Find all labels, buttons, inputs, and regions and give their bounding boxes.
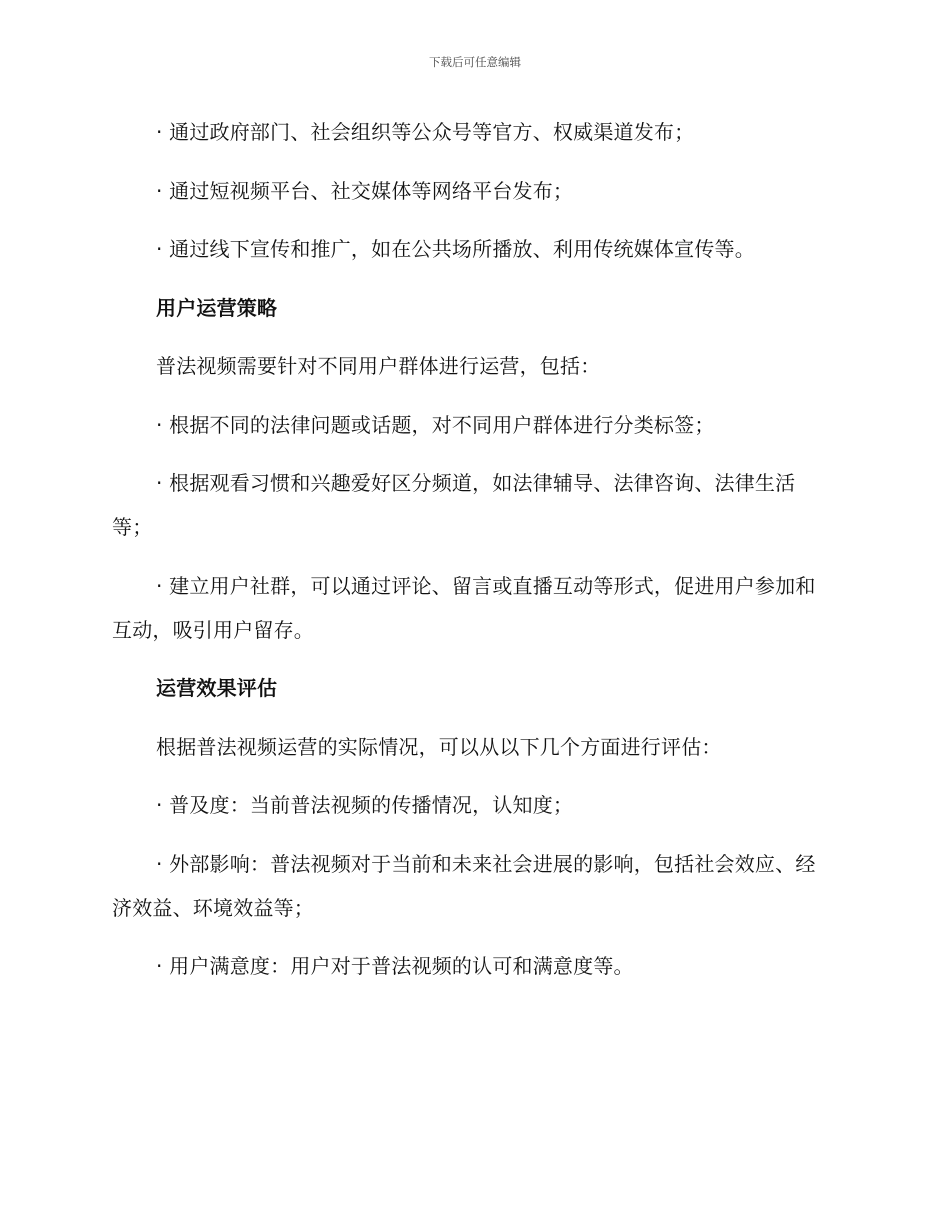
bullet-paragraph: · 通过短视频平台、社交媒体等网络平台发布； bbox=[156, 178, 574, 203]
page-header: 下载后可任意编辑 bbox=[429, 55, 521, 69]
bullet-paragraph: · 用户满意度：用户对于普法视频的认可和满意度等。 bbox=[156, 954, 634, 978]
bullet-paragraph: · 根据不同的法律问题或话题，对不同用户群体进行分类标签； bbox=[156, 412, 715, 437]
document-body bbox=[112, 110, 822, 1003]
section-heading-effect-evaluation: 运营效果评估 bbox=[156, 676, 278, 700]
bullet-paragraph: · 外部影响：普法视频对于当前和未来社会进展的影响，包括社会效应、经济效益、环境效益等； bbox=[112, 851, 816, 920]
bullet-paragraph: · 通过线下宣传和推广，如在公共场所播放、利用传统媒体宣传等。 bbox=[156, 237, 755, 261]
bullet-paragraph: · 根据观看习惯和兴趣爱好区分频道，如法律辅导、法律咨询、法律生活等； bbox=[112, 471, 796, 539]
section-heading-user-operation: 用户运营策略 bbox=[156, 295, 278, 320]
body-paragraph: 普法视频需要针对不同用户群体进行运营，包括： bbox=[156, 354, 601, 378]
bullet-paragraph: · 通过政府部门、社会组织等公众号等官方、权威渠道发布； bbox=[156, 120, 695, 144]
bullet-paragraph: · 普及度：当前普法视频的传播情况，认知度； bbox=[156, 793, 574, 817]
body-paragraph: 根据普法视频运营的实际情况，可以从以下几个方面进行评估： bbox=[156, 734, 722, 759]
bullet-paragraph: · 建立用户社群，可以通过评论、留言或直播互动等形式，促进用户参加和互动，吸引用户留存。 bbox=[112, 573, 816, 642]
